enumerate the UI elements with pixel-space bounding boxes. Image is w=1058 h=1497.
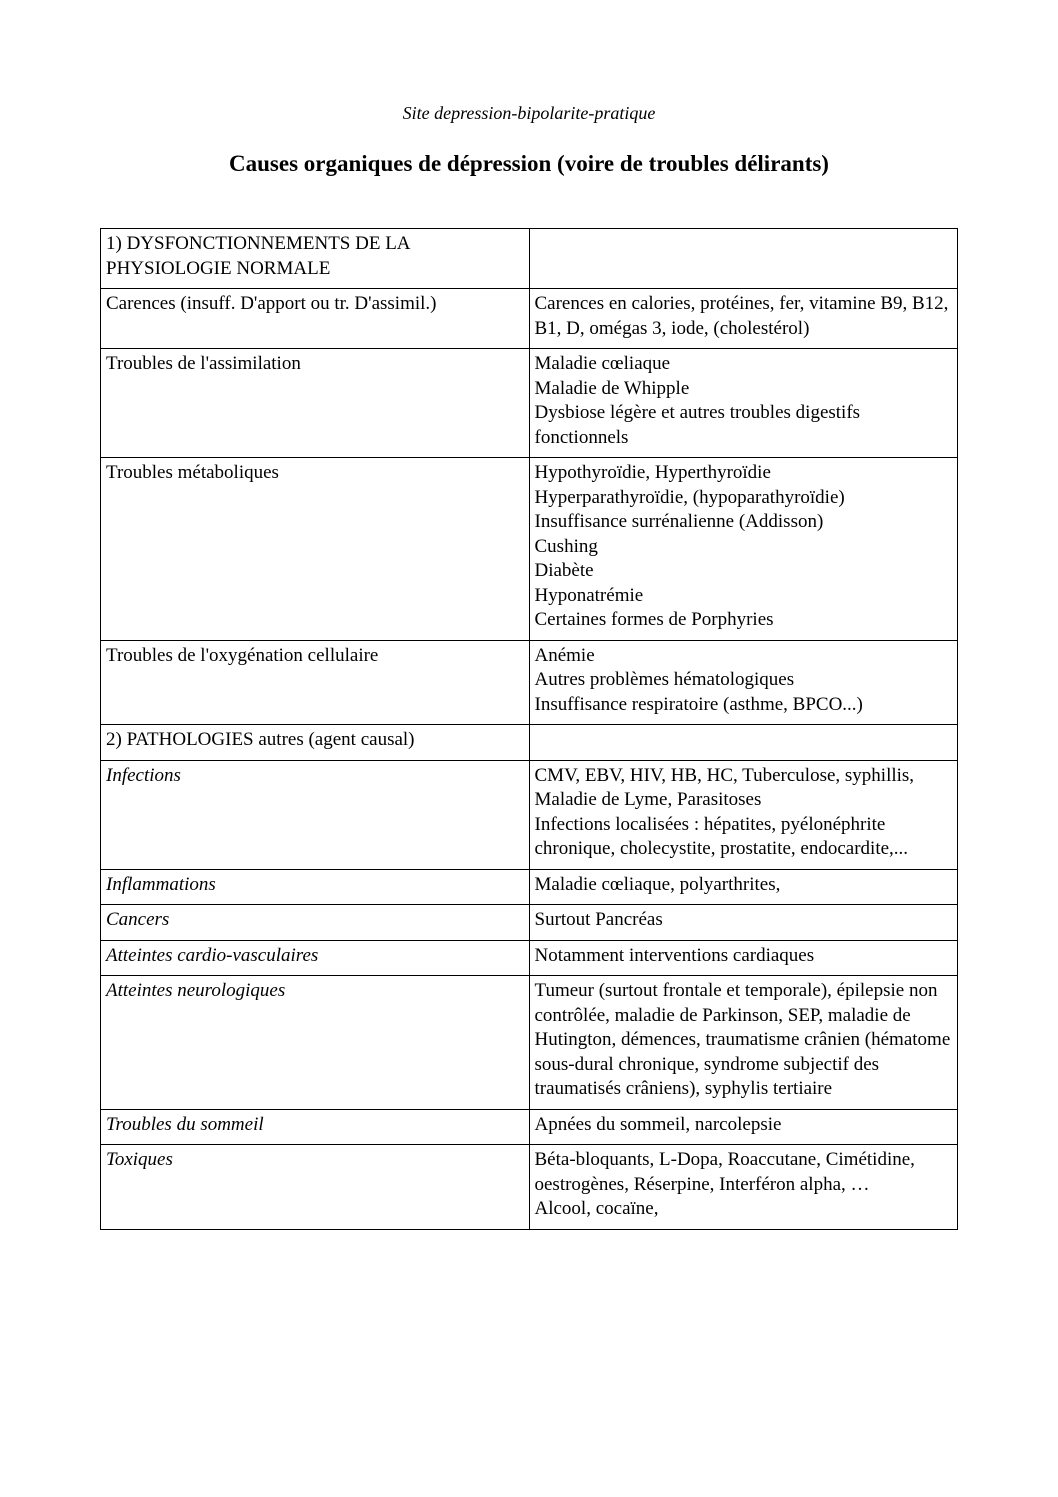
cause-details-cell	[529, 1145, 958, 1230]
cause-category-cell: Atteintes cardio-vasculaires	[101, 940, 530, 976]
cause-details-cell	[529, 905, 958, 941]
cause-details-cell	[529, 725, 958, 761]
cause-details-cell	[529, 289, 958, 349]
cause-detail-line: Certaines formes de Porphyries	[534, 609, 774, 630]
cause-detail-line: Cushing	[534, 535, 598, 557]
table-row	[101, 760, 958, 869]
cause-category-cell: 1) DYSFONCTIONNEMENTS DE LA PHYSIOLOGIE NORMALE	[101, 229, 530, 289]
table-row	[101, 349, 958, 458]
cause-details-cell	[529, 940, 958, 976]
cause-details-cell	[529, 976, 958, 1110]
cause-detail-line: Hyperparathyroïdie, (hypoparathyroïdie)	[534, 486, 845, 508]
cause-detail-line: Hyponatrémie	[534, 584, 644, 606]
table-row	[101, 725, 958, 761]
table-row	[101, 458, 958, 641]
cause-detail-line: Insuffisance surrénalienne (Addisson)	[534, 511, 824, 532]
table-row	[101, 229, 958, 289]
table-row	[101, 940, 958, 976]
cause-detail-line: Anémie	[534, 644, 595, 666]
cause-detail-line: Alcool, cocaïne,	[534, 1198, 659, 1219]
cause-detail-line: Surtout Pancréas	[534, 909, 663, 930]
cause-detail-line: Maladie de Whipple	[534, 377, 690, 399]
cause-detail-line: Insuffisance respiratoire (asthme, BPCO...)	[534, 693, 863, 715]
table-row	[101, 640, 958, 725]
cause-detail-line: Béta-bloquants, L-Dopa, Roaccutane, Cimétidine, oestrogènes, Réserpine, Interféron alpha, …	[534, 1149, 915, 1195]
cause-details-cell	[529, 349, 958, 458]
cause-category-cell: Atteintes neurologiques	[101, 976, 530, 1110]
cause-category-cell: Infections	[101, 760, 530, 869]
cause-detail-line: CMV, EBV, HIV, HB, HC, Tuberculose, syphillis, Maladie de Lyme, Parasitoses	[534, 764, 915, 810]
cause-category-cell: Troubles du sommeil	[101, 1109, 530, 1145]
cause-category-cell: 2) PATHOLOGIES autres (agent causal)	[101, 725, 530, 761]
cause-category-cell: Cancers	[101, 905, 530, 941]
cause-category-cell: Troubles de l'oxygénation cellulaire	[101, 640, 530, 725]
cause-category-cell: Troubles métaboliques	[101, 458, 530, 641]
table-row	[101, 905, 958, 941]
table-row	[101, 869, 958, 905]
cause-details-cell	[529, 640, 958, 725]
table-row	[101, 1145, 958, 1230]
causes-table	[100, 228, 958, 1230]
table-row	[101, 1109, 958, 1145]
cause-detail-line: Notamment interventions cardiaques	[534, 944, 815, 966]
cause-detail-line: Infections localisées : hépatites, pyélonéphrite chronique, cholecystite, prostatite, endocardite,...	[534, 813, 909, 859]
cause-category-cell: Inflammations	[101, 869, 530, 905]
causes-table-body	[101, 229, 958, 1230]
cause-detail-line: Apnées du sommeil, narcolepsie	[534, 1113, 782, 1135]
cause-detail-line: Maladie cœliaque	[534, 353, 671, 374]
cause-detail-line: Tumeur (surtout frontale et temporale), épilepsie non contrôlée, maladie de Parkinson, SEP, maladie de Hutington, démences, traumatisme crânien (hématome sous-dural chronique, syndrome subjectif des traumatisés crâniens), syphylis tertiaire	[534, 980, 951, 1099]
cause-details-cell	[529, 1109, 958, 1145]
cause-detail-line: Autres problèmes hématologiques	[534, 669, 795, 690]
cause-details-cell	[529, 869, 958, 905]
cause-details-cell	[529, 760, 958, 869]
cause-details-cell	[529, 229, 958, 289]
cause-detail-line: Diabète	[534, 560, 594, 581]
cause-category-cell: Troubles de l'assimilation	[101, 349, 530, 458]
cause-details-cell	[529, 458, 958, 641]
cause-detail-line: Dysbiose légère et autres troubles digestifs fonctionnels	[534, 402, 861, 448]
cause-category-cell: Carences (insuff. D'apport ou tr. D'assimil.)	[101, 289, 530, 349]
site-header: Site depression-bipolarite-pratique	[402, 103, 656, 123]
table-row	[101, 976, 958, 1110]
page-title: Causes organiques de dépression (voire de troubles délirants)	[229, 151, 829, 176]
table-row	[101, 289, 958, 349]
cause-category-cell: Toxiques	[101, 1145, 530, 1230]
cause-detail-line: Hypothyroïdie, Hyperthyroïdie	[534, 462, 771, 483]
cause-detail-line: Maladie cœliaque, polyarthrites,	[534, 873, 781, 895]
cause-detail-line: Carences en calories, protéines, fer, vitamine B9, B12, B1, D, omégas 3, iode, (cholestérol)	[534, 293, 949, 339]
